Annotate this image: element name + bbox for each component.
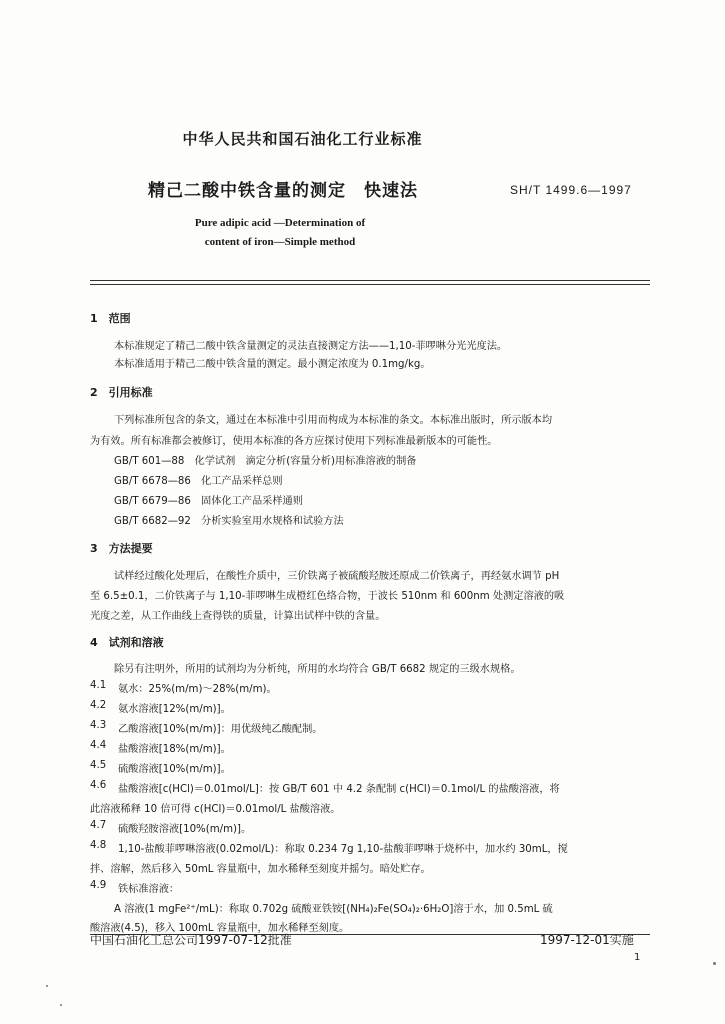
- section-1-paragraph: 本标准规定了精己二酸中铁含量测定的灵法直接测定方法——1,10-菲啰啉分光光度法。: [114, 341, 508, 352]
- header-rule-bottom: [90, 284, 650, 285]
- reference-item: GB/T 601—88 化学试剂 滴定分析(容量分析)用标准溶液的制备: [114, 456, 417, 467]
- item-text: 1,10-盐酸菲啰啉溶液(0.02mol/L)：称取 0.234 7g 1,10-盐酸菲啰啉于烧杯中，加水约 30mL，搅: [118, 844, 568, 855]
- item-number: 4.1: [90, 680, 107, 691]
- item-text: 铁标准溶液：: [118, 884, 180, 895]
- section-4-intro: 除另有注明外，所用的试剂均为分析纯，所用的水均符合 GB/T 6682 规定的三级水规格。: [114, 664, 521, 675]
- page-number: 1: [634, 952, 641, 963]
- item-text: 盐酸溶液[18%(m/m)]。: [118, 744, 231, 755]
- section-3-heading: 3 方法提要: [90, 542, 153, 555]
- item-number: 4.6: [90, 780, 107, 791]
- section-2-heading: 2 引用标准: [90, 386, 153, 399]
- item-text: 盐酸溶液[c(HCl)＝0.01mol/L]：按 GB/T 601 中 4.2 条配制 c(HCl)＝0.1mol/L 的盐酸溶液，将: [118, 784, 560, 795]
- item-text: 硫酸溶液[10%(m/m)]。: [118, 764, 231, 775]
- section-1-paragraph: 本标准适用于精己二酸中铁含量的测定。最小测定浓度为 0.1mg/kg。: [114, 359, 431, 370]
- item-text: 硫酸羟胺溶液[10%(m/m)]。: [118, 824, 252, 835]
- item-number: 4.7: [90, 820, 107, 831]
- item-text: 氨水溶液[12%(m/m)]。: [118, 704, 231, 715]
- item-number: 4.3: [90, 720, 107, 731]
- section-1-heading: 1 范围: [90, 312, 131, 325]
- item-number: 4.8: [90, 840, 107, 851]
- section-4-heading: 4 试剂和溶液: [90, 636, 164, 649]
- item-text-continued: 此溶液稀释 10 倍可得 c(HCl)＝0.01mol/L 盐酸溶液。: [90, 804, 341, 815]
- section-2-paragraph: 下列标准所包含的条文，通过在本标准中引用而构成为本标准的条文。本标准出版时，所示版本均: [114, 415, 553, 426]
- english-title-line2: content of iron—Simple method: [204, 236, 356, 248]
- section-3-paragraph: 至 6.5±0.1，二价铁离子与 1,10-菲啰啉生成橙红色络合物，于波长 510nm 和 600nm 处测定溶液的吸: [90, 591, 565, 602]
- document-title: 精己二酸中铁含量的测定 快速法: [148, 181, 418, 201]
- header-rule-top: [90, 280, 650, 281]
- item-text-continued: 拌、溶解，然后移入 50mL 容量瓶中，加水稀释至刻度并摇匀。暗处贮存。: [90, 864, 431, 875]
- standard-number: SH/T 1499.6—1997: [510, 183, 632, 197]
- header-organization: 中华人民共和国石油化工行业标准: [182, 130, 423, 148]
- section-3-paragraph: 试样经过酸化处理后，在酸性介质中，三价铁离子被硫酸羟胺还原成二价铁离子，再经氨水调节 pH: [114, 571, 560, 582]
- reference-item: GB/T 6682—92 分析实验室用水规格和试验方法: [114, 516, 344, 527]
- section-2-paragraph: 为有效。所有标准都会被修订，使用本标准的各方应探讨使用下列标准最新版本的可能性。: [90, 436, 498, 447]
- solution-a-text: 酸溶液(4.5)，移入 100mL 容量瓶中，加水稀释至刻度。: [90, 923, 350, 934]
- english-title-line1: Pure adipic acid —Determination of: [194, 217, 366, 229]
- scan-speck: [46, 985, 48, 987]
- item-text: 氨水：25%(m/m)～28%(m/m)。: [118, 684, 277, 695]
- item-number: 4.9: [90, 880, 107, 891]
- item-text: 乙酸溶液[10%(m/m)]：用优级纯乙酸配制。: [118, 724, 323, 735]
- section-3-paragraph: 光度之差，从工作曲线上查得铁的质量，计算出试样中铁的含量。: [90, 611, 386, 622]
- item-number: 4.4: [90, 740, 107, 751]
- item-number: 4.2: [90, 700, 107, 711]
- scan-speck: [713, 962, 716, 965]
- reference-item: GB/T 6679—86 固体化工产品采样通则: [114, 496, 303, 507]
- scan-speck: [60, 1004, 62, 1006]
- reference-item: GB/T 6678—86 化工产品采样总则: [114, 476, 283, 487]
- solution-a-text: A 溶液(1 mgFe²⁺/mL)：称取 0.702g 硫酸亚铁铵[(NH₄)₂Fe(SO₄)₂·6H₂O]溶于水，加 0.5mL 硫: [114, 904, 553, 915]
- item-number: 4.5: [90, 760, 107, 771]
- implementation-date: 1997-12-01实施: [540, 933, 634, 947]
- approval-date: 中国石油化工总公司1997-07-12批准: [90, 933, 292, 947]
